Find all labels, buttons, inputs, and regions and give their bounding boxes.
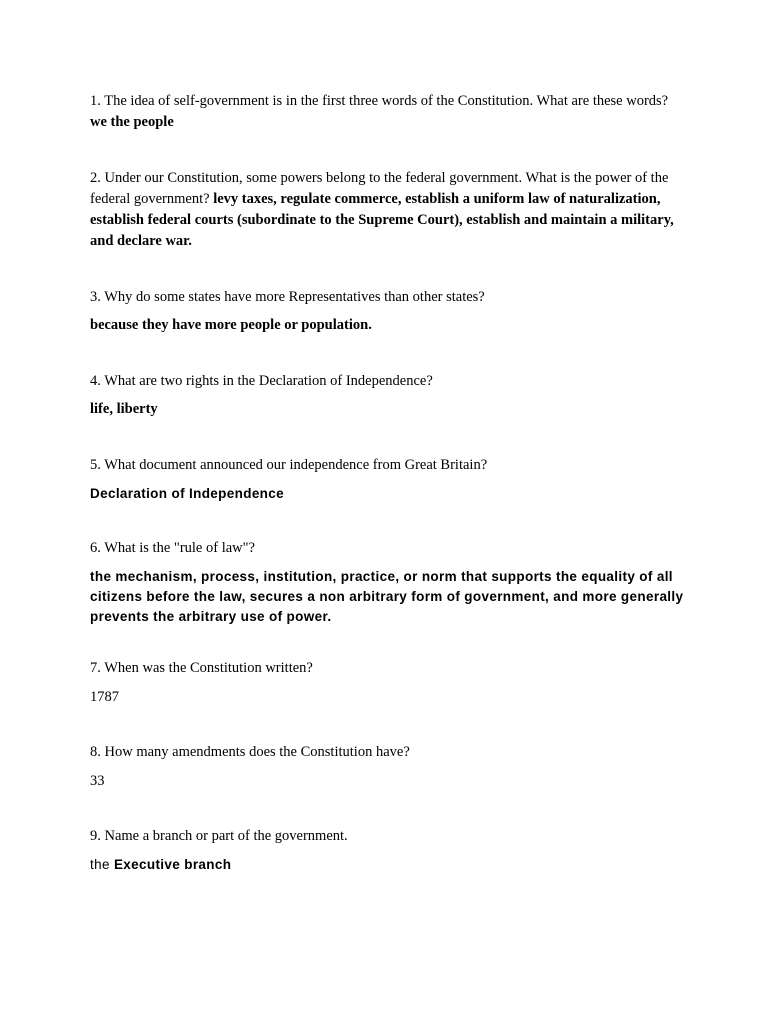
question-2-prompt: 2. Under our Constitution, some powers belong to the federal government. What is the power of the federal government? <box>90 170 669 207</box>
question-8-prompt: 8. How many amendments does the Constitution have? <box>90 744 410 760</box>
answer-6-text: the mechanism, process, institution, practice, or norm that supports the equality of all citizens before the law, secures a non arbitrary form of government, and more generally prevents the arbitrary use of power. <box>90 569 684 624</box>
answer-3 <box>90 315 680 336</box>
answer-5 <box>90 484 680 504</box>
question-6-prompt: 6. What is the "rule of law"? <box>90 540 255 556</box>
answer-4 <box>90 399 680 420</box>
answer-2: levy taxes, regulate commerce, establish a uniform law of naturalization, establish federal courts (subordinate to the Supreme Court), establish and maintain a military, and declare war. <box>90 191 674 249</box>
answer-4-text: life, liberty <box>90 401 158 417</box>
question-7-prompt: 7. When was the Constitution written? <box>90 660 313 676</box>
answer-3-text: because they have more people or population. <box>90 317 372 333</box>
question-3-prompt: 3. Why do some states have more Representatives than other states? <box>90 289 485 305</box>
question-1-prompt: 1. The idea of self-government is in the first three words of the Constitution. What are these words? <box>90 93 669 109</box>
question-9-prompt: 9. Name a branch or part of the government. <box>90 828 348 844</box>
answer-9-text: Executive branch <box>113 857 232 872</box>
answer-6 <box>90 567 690 627</box>
answer-9-prefix: the <box>90 857 110 872</box>
question-5-prompt: 5. What document announced our independence from Great Britain? <box>90 457 488 473</box>
answer-9 <box>90 855 680 875</box>
answer-8: 33 <box>90 773 105 789</box>
question-4-prompt: 4. What are two rights in the Declaration of Independence? <box>90 373 433 389</box>
answer-1: we the people <box>90 114 174 130</box>
answer-7: 1787 <box>90 689 119 705</box>
question-2 <box>90 168 680 252</box>
answer-5-text: Declaration of Independence <box>90 486 284 501</box>
question-1 <box>90 91 680 133</box>
